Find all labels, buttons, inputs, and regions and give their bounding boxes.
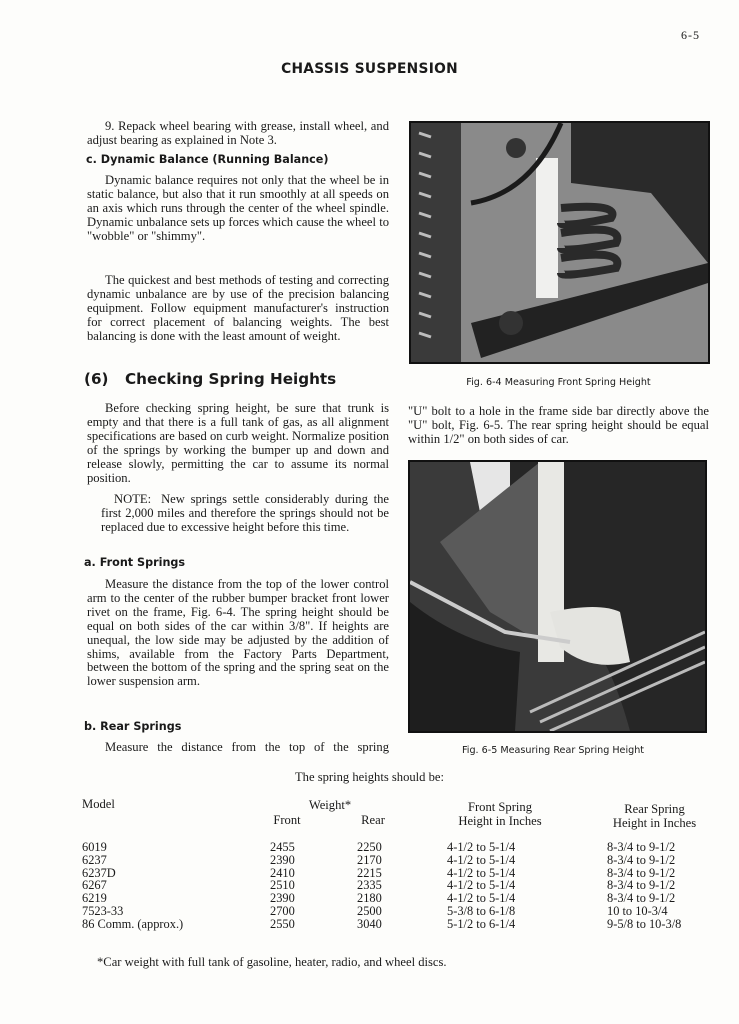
col-header-rear-weight: Rear: [361, 813, 385, 827]
cell-front-height: 4-1/2 to 5-1/4: [447, 891, 516, 906]
section-6-heading: [84, 370, 336, 388]
front-springs-para: Measure the distance from the top of the lower control arm to the center of the rubber bumper bracket front lower rivet on the frame, Fig. 6-4. The spring height should be equal on both sides of the car within 3/8". If heights are unequal, the low side may be adjusted by the addition of shims, available from the Factory Parts Department, between the bottom of the spring and the spring seat on the lower suspension arm.: [87, 577, 389, 689]
fig-6-5-caption: Fig. 6-5 Measuring Rear Spring Height: [461, 745, 645, 756]
section-number: (6): [84, 370, 109, 388]
cell-rear-weight: 2335: [357, 878, 382, 893]
fig-6-4-caption: Fig. 6-4 Measuring Front Spring Height: [466, 377, 651, 388]
col-header-weight: Weight*: [308, 798, 352, 812]
front-spring-header-line-2: Height in Inches: [458, 814, 542, 828]
cell-model: 86 Comm. (approx.): [82, 916, 184, 931]
cell-rear-weight: 3040: [357, 916, 382, 931]
col-header-front-weight: Front: [273, 813, 301, 827]
cell-front-weight: 2390: [270, 852, 295, 867]
cell-rear-height: 8-3/4 to 9-1/2: [607, 840, 676, 854]
cell-rear-weight: 2180: [357, 891, 382, 906]
note-label: NOTE:: [114, 492, 152, 506]
dynamic-balance-heading: c. Dynamic Balance (Running Balance): [86, 153, 329, 166]
step-9-text: 9. Repack wheel bearing with grease, install wheel, and adjust bearing as explained in Note 3.: [87, 119, 389, 147]
rear-springs-continued: "U" bolt to a hole in the frame side bar directly above the "U" bolt, Fig. 6-5. The rear spring height should be equal within 1/2" on both sides of car.: [408, 404, 709, 446]
front-springs-heading: a. Front Springs: [84, 556, 186, 569]
cell-front-weight: 2410: [270, 865, 295, 880]
cell-rear-height: 8-3/4 to 9-1/2: [607, 852, 676, 867]
cell-front-height: 4-1/2 to 5-1/4: [447, 865, 516, 880]
cell-rear-height: 10 to 10-3/4: [607, 903, 668, 918]
cell-front-height: 4-1/2 to 5-1/4: [447, 852, 516, 867]
cell-rear-height: 9-5/8 to 10-3/8: [607, 916, 682, 931]
cell-rear-weight: 2170: [357, 852, 382, 867]
front-suspension-photo-icon: [411, 123, 708, 362]
cell-rear-height: 8-3/4 to 9-1/2: [607, 878, 676, 893]
cell-front-weight: 2390: [270, 891, 295, 906]
cell-front-weight: 2550: [270, 916, 295, 931]
cell-model: 6237: [82, 852, 107, 867]
cell-rear-height: 8-3/4 to 9-1/2: [607, 865, 676, 880]
table-footnote: *Car weight with full tank of gasoline, heater, radio, and wheel discs.: [97, 955, 447, 969]
rear-spring-header-line-1: Rear Spring: [624, 802, 685, 816]
front-spring-header-line-1: Front Spring: [467, 800, 533, 814]
col-header-model: Model: [82, 797, 115, 811]
cell-front-height: 4-1/2 to 5-1/4: [447, 878, 516, 893]
cell-rear-weight: 2500: [357, 903, 382, 918]
cell-rear-weight: 2215: [357, 865, 382, 880]
cell-model: 6237D: [82, 865, 116, 880]
cell-model: 6219: [82, 891, 107, 906]
fig-6-5-photo: [408, 460, 707, 733]
cell-rear-height: 8-3/4 to 9-1/2: [607, 891, 676, 906]
cell-front-height: 4-1/2 to 5-1/4: [447, 840, 516, 854]
page-number: 6-5: [681, 28, 700, 42]
spec-table-body: [82, 841, 722, 931]
cell-front-height: 5-1/2 to 6-1/4: [447, 916, 516, 931]
table-row: [82, 841, 722, 854]
cell-model: 6267: [82, 878, 107, 893]
fig-6-4-photo: [409, 121, 710, 364]
note-block: [101, 493, 389, 535]
cell-model: 6019: [82, 840, 107, 854]
dynamic-balance-para-1: Dynamic balance requires not only that the wheel be in static balance, but also that it run smoothly at all speeds on an axis which runs through the center of the wheel spindle. Dynamic unbalance sets up forces which cause the wheel to "wobble" or "shimmy".: [87, 173, 389, 243]
cell-front-weight: 2700: [270, 903, 295, 918]
cell-model: 7523-33: [82, 903, 124, 918]
cell-front-height: 5-3/8 to 6-1/8: [447, 903, 516, 918]
cell-front-weight: 2455: [270, 840, 295, 854]
rear-spring-header-line-2: Height in Inches: [612, 816, 697, 830]
rear-springs-para-start: Measure the distance from the top of the spring: [105, 740, 389, 754]
note-text: New springs settle considerably during the first 2,000 miles and therefore the springs should not be replaced due to excessive height before this time.: [101, 492, 389, 534]
rear-springs-heading: b. Rear Springs: [84, 720, 182, 733]
rear-spring-photo-icon: [410, 462, 705, 731]
cell-rear-weight: 2250: [357, 840, 382, 854]
cell-front-weight: 2510: [270, 878, 295, 893]
spring-check-para: Before checking spring height, be sure that trunk is empty and that there is a full tank of gas, as all alignment specifications are based on curb weight. Normalize position of the springs by working the bumper up and down and release slowly, permitting the car to assume its normal position.: [87, 401, 389, 485]
col-header-rear-spring: [592, 802, 717, 830]
table-row: [82, 918, 722, 931]
table-row: [82, 905, 722, 918]
table-row: [82, 854, 722, 867]
page-title: CHASSIS SUSPENSION: [281, 61, 458, 77]
table-caption: The spring heights should be:: [294, 770, 444, 784]
col-header-front-spring: [435, 800, 565, 828]
section-title: Checking Spring Heights: [125, 370, 337, 388]
dynamic-balance-para-2: The quickest and best methods of testing and correcting dynamic unbalance are by use of the precision balancing equipment. Follow equipment manufacturer's instruction for correct placement of balancing weights. The best balancing is done with the least amount of weight.: [87, 273, 389, 343]
